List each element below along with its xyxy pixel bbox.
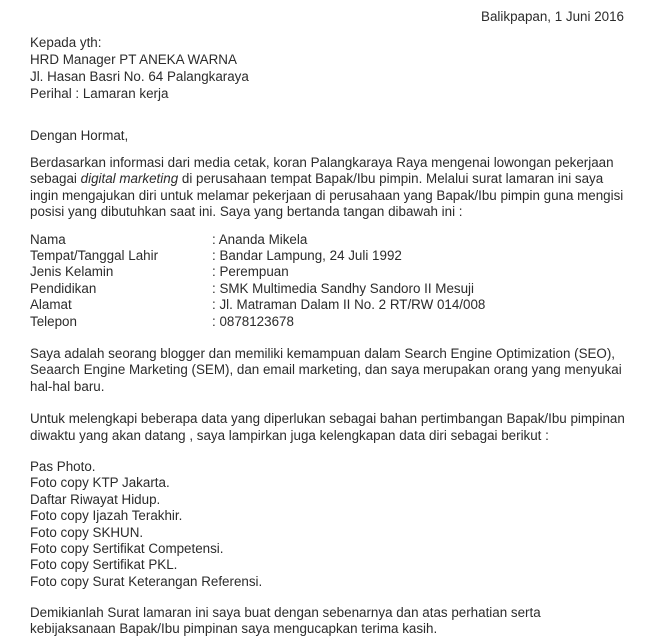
greeting: Dengan Hormat,: [30, 128, 129, 143]
attachment-item: Foto copy Sertifikat Competensi.: [30, 541, 224, 556]
detail-value: : SMK Multimedia Sandhy Sandoro II Mesuji: [212, 281, 474, 296]
attachment-item: Foto copy Sertifikat PKL.: [30, 557, 178, 572]
detail-row: [30, 248, 402, 263]
attachment-item: Foto copy KTP Jakarta.: [30, 475, 170, 490]
para1-line: [30, 171, 603, 187]
para3-line: diwaktu yang akan datang , saya lampirkan juga kelengkapan data diri sebagai berikut :: [30, 428, 549, 443]
para3-line: Untuk melengkapi beberapa data yang diperlukan sebagai bahan pertimbangan Bapak/Ibu pimpinan: [30, 411, 625, 426]
detail-label: Pendidikan: [30, 281, 97, 296]
detail-label: Nama: [30, 232, 66, 247]
para1-text: di perusahaan tempat Bapak/Ibu pimpin. Melalui surat lamaran ini saya: [178, 171, 604, 186]
detail-row: [30, 232, 307, 247]
attachment-item: Foto copy Surat Keterangan Referensi.: [30, 574, 263, 589]
recipient-salutation: Kepada yth:: [30, 35, 102, 50]
para1-line: posisi yang dibutuhkan saat ini. Saya yang bertanda tangan dibawah ini :: [30, 204, 463, 219]
para1-text: sebagai: [30, 171, 81, 186]
attachment-item: Foto copy SKHUN.: [30, 525, 144, 540]
closing-line: Demikianlah Surat lamaran ini saya buat dengan sebenarnya dan atas perhatian serta: [30, 605, 541, 620]
detail-row: [30, 264, 289, 279]
recipient-name: HRD Manager PT ANEKA WARNA: [30, 52, 237, 67]
detail-label: Telepon: [30, 314, 77, 329]
para2-line: Seaarch Engine Marketing (SEM), dan email marketing, dan saya merupakan orang yang menyukai: [30, 362, 622, 377]
letter-subject: Perihal : Lamaran kerja: [30, 86, 169, 101]
para1-emphasis: digital marketing: [80, 171, 179, 186]
para2-line: Saya adalah seorang blogger dan memiliki kemampuan dalam Search Engine Optimization (SEO),: [30, 346, 616, 361]
recipient-address: Jl. Hasan Basri No. 64 Palangkaraya: [30, 69, 249, 84]
para1-line: Berdasarkan informasi dari media cetak, koran Palangkaraya Raya mengenai lowongan pekerjaan: [30, 155, 614, 170]
attachment-item: Daftar Riwayat Hidup.: [30, 492, 161, 507]
letter-date: Balikpapan, 1 Juni 2016: [481, 9, 624, 24]
detail-value: : Perempuan: [212, 264, 289, 279]
detail-row: [30, 297, 485, 312]
detail-label: Jenis Kelamin: [30, 264, 114, 279]
para1-line: ingin mengajukan diri untuk melamar pekerjaan di perusahaan yang Bapak/Ibu pimpin guna mengisi: [30, 188, 624, 203]
detail-value: : 0878123678: [212, 314, 294, 329]
detail-row: [30, 281, 474, 296]
detail-row: [30, 314, 294, 329]
detail-value: : Bandar Lampung, 24 Juli 1992: [212, 248, 402, 263]
detail-value: : Jl. Matraman Dalam II No. 2 RT/RW 014/008: [212, 297, 486, 312]
attachment-item: Pas Photo.: [30, 459, 96, 474]
detail-label: Alamat: [30, 297, 72, 312]
detail-value: : Ananda Mikela: [212, 232, 308, 247]
detail-label: Tempat/Tanggal Lahir: [30, 248, 159, 263]
closing-line: kebijaksanaan Bapak/Ibu pimpinan saya mengucapkan terima kasih.: [30, 621, 438, 636]
attachment-item: Foto copy Ijazah Terakhir.: [30, 508, 183, 523]
para2-line: hal-hal baru.: [30, 379, 105, 394]
